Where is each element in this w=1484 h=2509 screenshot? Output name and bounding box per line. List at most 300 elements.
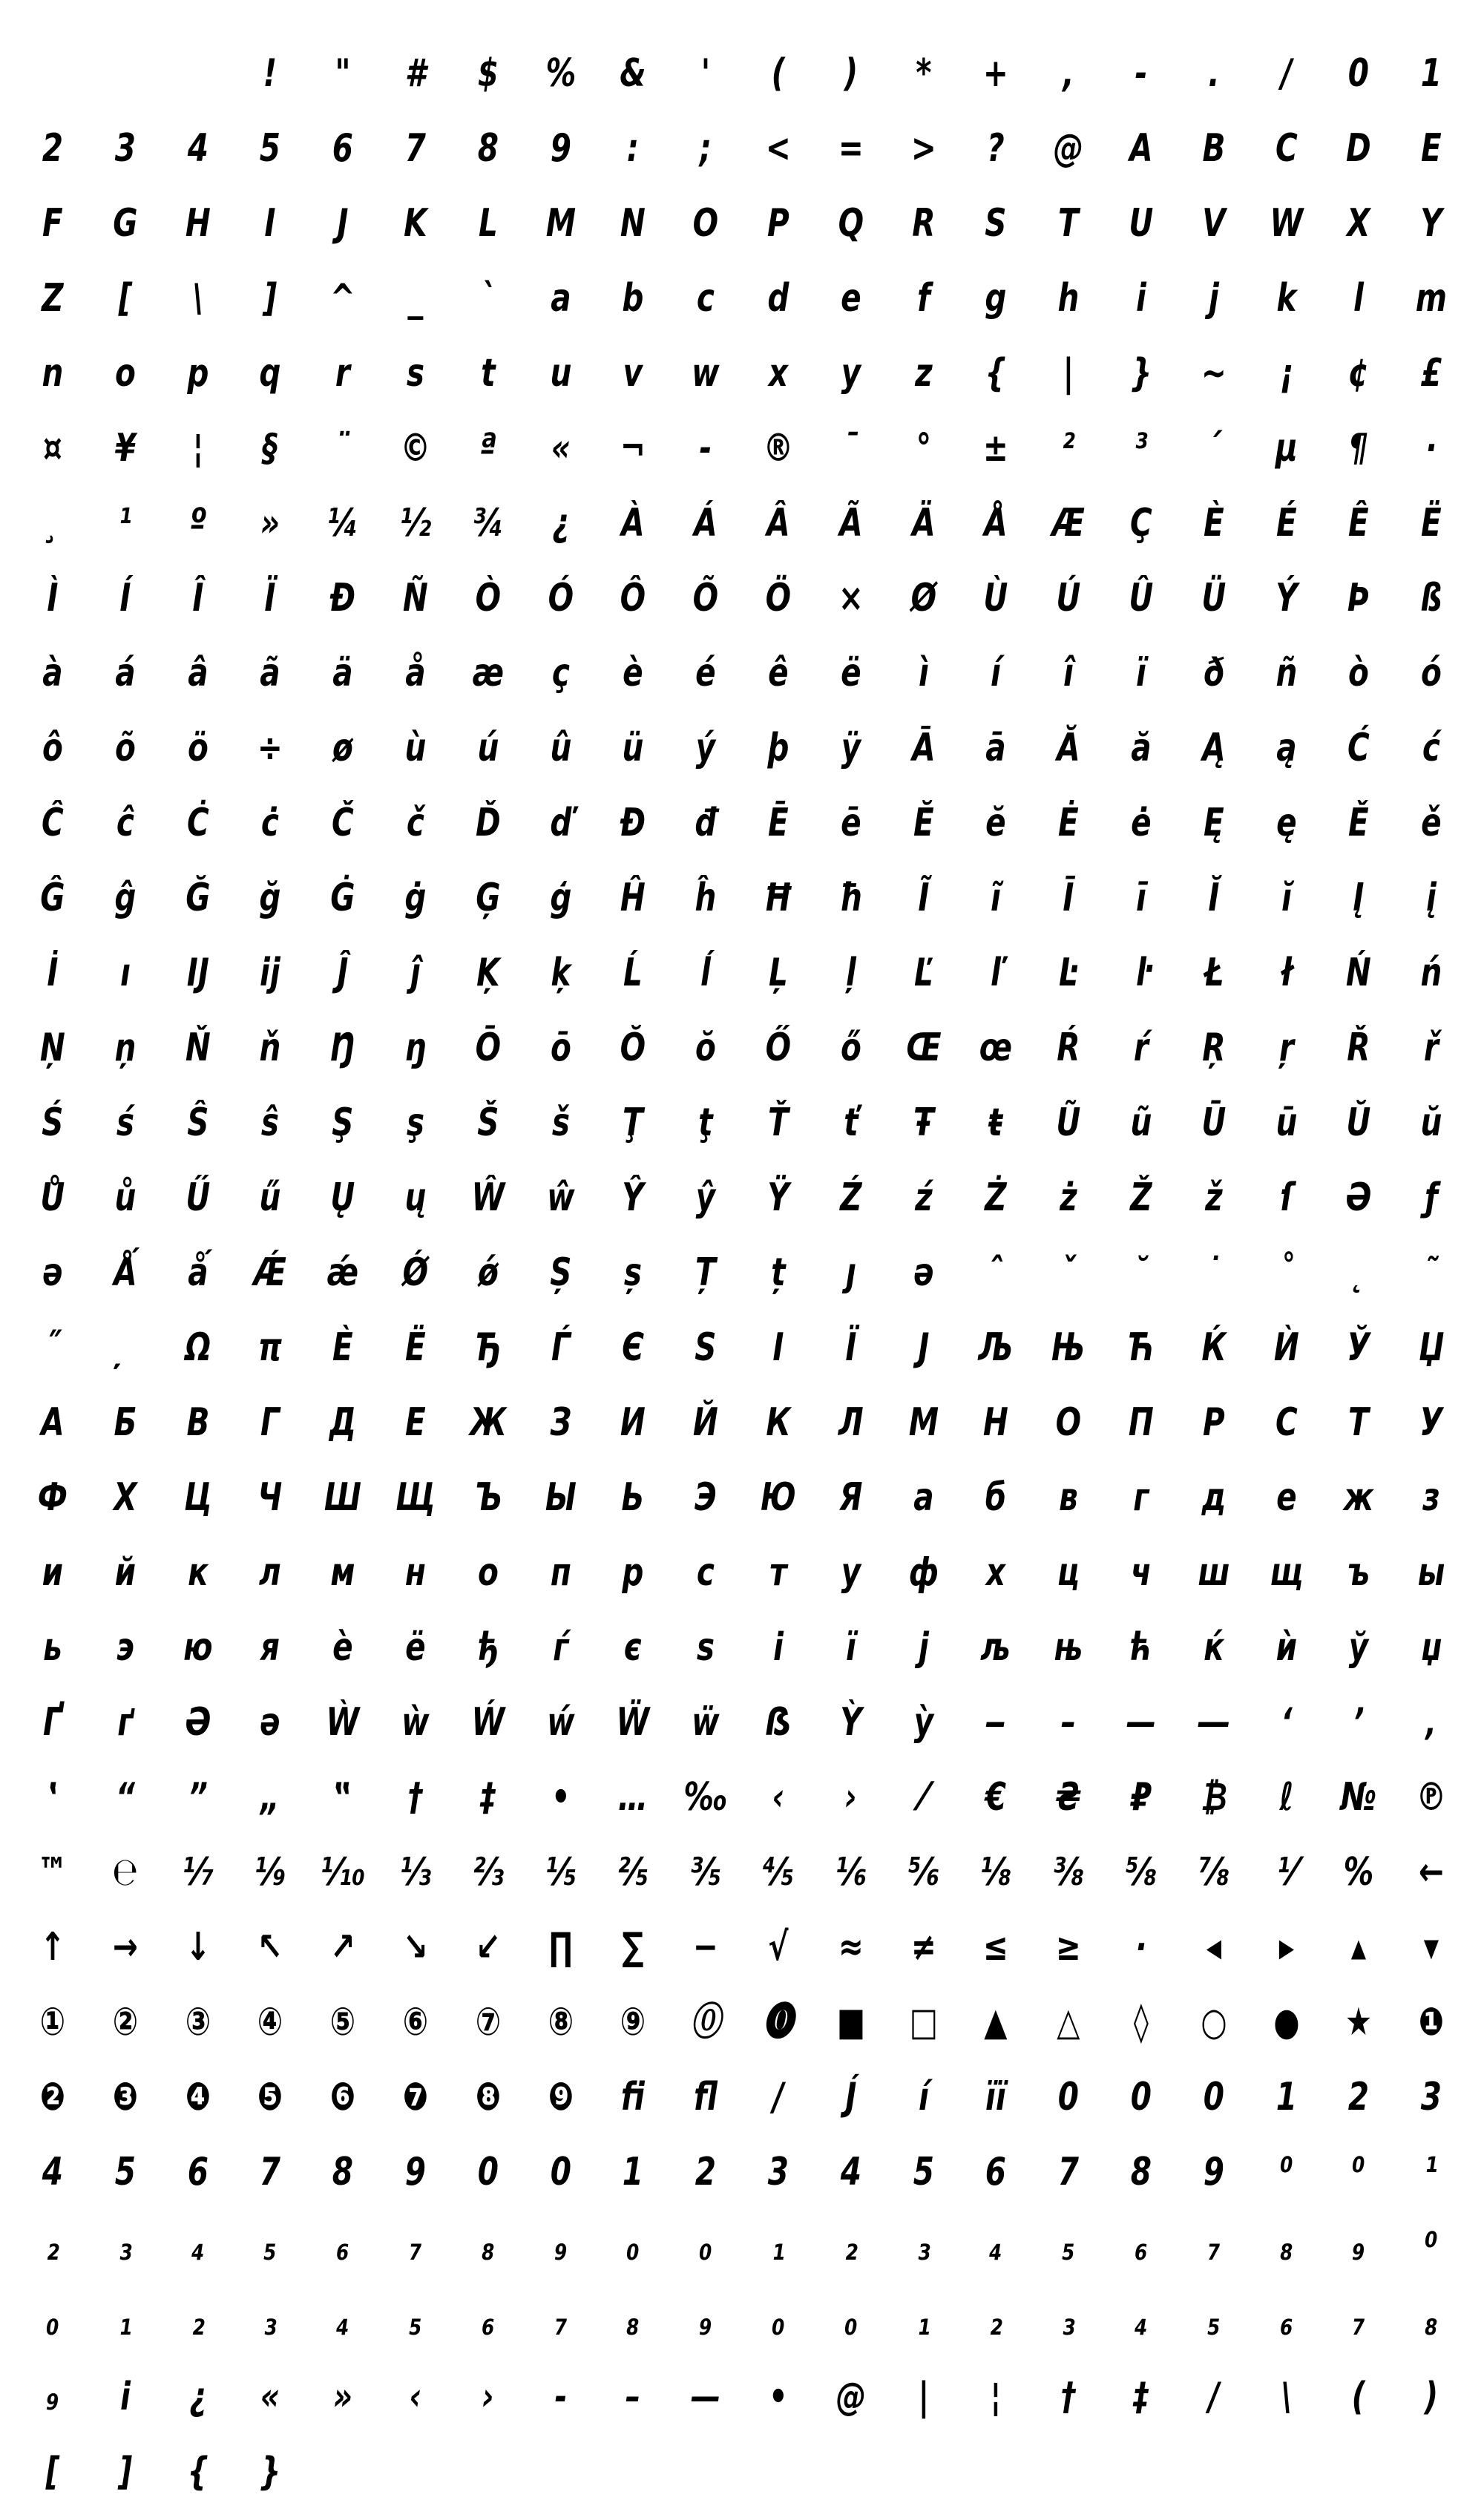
glyph-cell: Č [332,800,354,845]
glyph-row [0,1685,1468,1759]
glyph-cell: ļ [845,950,856,995]
glyph-cell: ю [183,1624,213,1670]
glyph-cell: Ş [332,1100,354,1145]
glyph-cell: ¿ [551,500,570,545]
glyph-cell: ő [840,1025,861,1070]
glyph-cell: æ [472,650,504,695]
glyph-cell: 4 [187,125,209,171]
glyph-cell: ē [840,800,861,845]
glyph-cell: Ċ [186,800,209,845]
glyph-cell: П [1128,1400,1154,1445]
glyph-row [0,1010,1468,1085]
glyph-cell: Ŭ [1346,1100,1371,1145]
glyph-cell: ů [114,1175,137,1220]
glyph-cell: Į [1353,875,1365,920]
glyph-cell: ’ [1353,1699,1365,1745]
glyph-cell: û [550,725,571,770]
glyph-cell: 5 [913,2149,934,2194]
glyph-cell: ð [1203,650,1224,695]
glyph-cell: Y [1420,200,1442,246]
glyph-cell: ⁰ [1279,2149,1293,2194]
glyph-cell: † [1060,2374,1077,2419]
glyph-cell: Ф [37,1475,68,1520]
glyph-cell: å [405,650,426,695]
glyph-cell: ] [118,2449,132,2494]
glyph-cell: ą [1275,725,1297,770]
glyph-cell: ₀ [772,2299,785,2344]
glyph-cell: Ä [911,500,936,545]
glyph-row [0,260,1468,335]
glyph-cell: ú [477,725,499,770]
glyph-cell: ə [42,1250,63,1295]
glyph-cell: ñ [1275,650,1297,695]
glyph-cell: ž [1204,1175,1223,1220]
glyph-cell: A [1129,125,1153,171]
glyph-cell: ü [622,725,644,770]
glyph-cell: Ŀ [1059,950,1079,995]
glyph-cell: µ [1275,425,1298,470]
glyph-cell: ≤ [983,1924,1009,1970]
glyph-cell: ― [1198,1699,1229,1745]
glyph-cell: ə [913,1250,934,1295]
glyph-cell: ř [1424,1025,1439,1070]
glyph-cell: į [1426,875,1437,920]
glyph-cell: ï [1135,650,1146,695]
glyph-cell: ” [188,1774,208,1820]
glyph-cell: ſ [1279,1175,1293,1220]
glyph-cell: & [620,50,646,96]
glyph-row [0,1610,1468,1685]
glyph-cell: L [478,200,498,246]
glyph-cell: У [1419,1400,1443,1445]
glyph-cell: № [1340,1774,1377,1820]
glyph-cell: đ [695,800,717,845]
glyph-cell: Õ [692,575,719,620]
glyph-cell: ë [840,650,861,695]
glyph-row [0,1834,1468,1909]
glyph-cell: / [1208,2374,1220,2419]
glyph-cell: ж [1344,1475,1374,1520]
glyph-cell: ○ [1200,1999,1227,2044]
glyph-cell: А [41,1400,65,1445]
glyph-cell: 8 [1130,2149,1152,2194]
glyph-cell: З [550,1400,571,1445]
glyph-cell: í [991,650,1002,695]
glyph-cell: ₴ [1055,1774,1082,1820]
glyph-cell: ₇ [409,2224,422,2269]
glyph-cell: ₆ [1135,2224,1148,2269]
glyph-cell: к [187,1549,209,1595]
glyph-cell: И [620,1400,646,1445]
glyph-cell: Î [191,575,204,620]
glyph-cell: ū [1275,1100,1297,1145]
glyph-cell: Â [766,500,790,545]
glyph-cell: Ђ [474,1325,502,1370]
glyph-cell: ‰ [683,1774,728,1820]
glyph-cell: ← [1419,1849,1445,1895]
glyph-cell: ( [771,50,786,96]
glyph-cell: л [259,1549,282,1595]
glyph-cell: 6 [187,2149,209,2194]
glyph-cell: 0 [1057,2074,1080,2119]
glyph-cell: ⅞ [1198,1849,1229,1895]
glyph-cell: Ĺ [623,950,643,995]
glyph-cell: Х [114,1475,137,1520]
glyph-cell: ì [918,650,929,695]
glyph-cell: ý [695,725,716,770]
glyph-cell: Ъ [473,1475,502,1520]
glyph-cell: [ [118,275,132,321]
glyph-cell: ⅟ [1277,1849,1296,1895]
glyph-cell: { [985,350,1007,396]
glyph-cell: ¿ [188,2374,207,2419]
glyph-cell: ˚ [1278,1250,1294,1295]
glyph-cell: ẁ [401,1699,430,1745]
glyph-cell: ⅑ [255,1849,286,1895]
glyph-cell: г [1133,1475,1149,1520]
glyph-cell: ₅ [1206,2299,1221,2344]
glyph-cell: ² [1062,425,1075,470]
glyph-cell: Ī [1063,875,1074,920]
glyph-cell: ; [699,125,712,171]
glyph-cell: Ö [765,575,792,620]
glyph-cell: 2 [695,2149,717,2194]
glyph-cell: ê [768,650,789,695]
glyph-cell: ‛ [47,1774,59,1820]
glyph-cell: о [477,1549,499,1595]
glyph-cell: j [1208,275,1219,321]
glyph-cell: Ń [1346,950,1372,995]
glyph-cell: 9 [550,125,571,171]
glyph-cell: ´ [1206,425,1221,470]
glyph-cell: ⓪ [690,1999,721,2044]
glyph-cell: Ј [917,1325,930,1370]
glyph-cell: ł [1280,950,1293,995]
glyph-cell: \ [1281,2374,1292,2419]
glyph-cell: ₿ [1200,1774,1227,1820]
glyph-cell: Ł [1204,950,1224,995]
glyph-cell: ¡ [1279,350,1293,396]
glyph-cell: ¹ [1425,2149,1438,2194]
glyph-cell: С [1275,1400,1298,1445]
glyph-specimen-sheet [0,36,1484,2494]
glyph-cell: Ũ [1056,1100,1081,1145]
glyph-cell: S [985,200,1007,246]
glyph-cell: ņ [114,1025,137,1070]
glyph-cell: } [259,2449,281,2494]
glyph-cell: 9 [1203,2149,1224,2194]
glyph-cell: Ì [47,575,59,620]
glyph-cell: ⑨ [620,1999,646,2044]
glyph-cell: ò [1348,650,1370,695]
glyph-row [0,2284,1468,2359]
glyph-cell: ₉ [1352,2224,1366,2269]
glyph-cell: Ē [768,800,789,845]
glyph-cell: 3 [1420,2074,1442,2119]
glyph-cell: ® [763,425,794,470]
glyph-cell: ₆ [1279,2299,1293,2344]
glyph-cell: ĕ [985,800,1007,845]
glyph-cell: ° [916,425,931,470]
glyph-cell: 8 [332,2149,354,2194]
glyph-cell: ₄ [1135,2299,1148,2344]
glyph-cell: Ź [839,1175,862,1220]
glyph-cell: ģ [549,875,572,920]
glyph-cell: ₃ [263,2299,278,2344]
glyph-cell: » [332,2374,353,2419]
glyph-cell: Ĳ [186,950,209,995]
glyph-cell: ★ [1345,1999,1373,2044]
glyph-cell: s [406,350,424,396]
glyph-cell: 7 [404,125,427,171]
glyph-cell: ↙ [475,1924,501,1970]
glyph-cell: – [626,2374,641,2419]
glyph-cell: Ț [695,1250,716,1295]
empty-cell [24,36,81,111]
glyph-row [0,1310,1468,1385]
glyph-cell: ť [844,1100,858,1145]
glyph-cell: f [916,275,930,321]
glyph-cell: H [185,200,211,246]
glyph-cell: Ǿ [402,1250,429,1295]
glyph-cell: ŝ [261,1100,280,1145]
glyph-cell: ▴ [1351,1924,1367,1970]
glyph-cell: ⅜ [1053,1849,1085,1895]
glyph-cell: / [1281,50,1292,96]
glyph-cell: Ǽ [254,1250,287,1295]
glyph-cell: ÿ [841,725,861,770]
glyph-cell: o [114,350,136,396]
glyph-cell: K [404,200,427,246]
glyph-cell: Ő [765,1025,792,1070]
glyph-cell: ₉ [554,2224,568,2269]
glyph-cell: ö [187,725,209,770]
glyph-cell: ™ [37,1849,68,1895]
glyph-cell: ŵ [546,1175,575,1220]
glyph-cell: ‒ [985,1699,1007,1745]
glyph-cell: ₀ [699,2224,712,2269]
glyph-cell: Ą [1201,725,1226,770]
glyph-cell: Ĵ [337,950,349,995]
glyph-row [0,785,1468,860]
glyph-cell: Ð [329,575,356,620]
glyph-cell: ѝ [1275,1624,1297,1670]
glyph-cell: ě [1421,800,1442,845]
glyph-cell: G [113,200,138,246]
glyph-cell: Ž [1130,1175,1152,1220]
glyph-cell: ğ [259,875,281,920]
glyph-cell: W [1270,200,1303,246]
glyph-cell: q [259,350,281,396]
glyph-cell: В [186,1400,209,1445]
glyph-cell: , [1063,50,1074,96]
glyph-cell: ₆ [336,2224,349,2269]
glyph-cell: ė [1131,800,1152,845]
glyph-cell: ⑥ [402,1999,429,2044]
glyph-cell: » [260,500,280,545]
glyph-cell: „ [260,1774,280,1820]
glyph-cell: м [330,1549,355,1595]
glyph-cell: ⁰ [1425,2224,1438,2269]
glyph-cell: ② [112,1999,138,2044]
glyph-cell: Ї [845,1325,857,1370]
glyph-row [0,710,1468,785]
glyph-cell: U [1129,200,1154,246]
glyph-row [0,560,1468,635]
glyph-cell: Í [119,575,131,620]
glyph-cell: ű [259,1175,281,1220]
glyph-cell: Ѓ [551,1325,571,1370]
glyph-cell: ❼ [402,2074,429,2119]
glyph-cell: Ж [469,1400,507,1445]
glyph-cell: ⅐ [182,1849,214,1895]
glyph-cell: ^ [330,275,356,321]
glyph-row [0,36,1468,111]
glyph-cell: C [1275,125,1298,171]
glyph-cell: ‘ [1280,1699,1293,1745]
glyph-cell: ] [263,275,278,321]
glyph-cell: Ĥ [620,875,646,920]
glyph-cell: → [112,1924,138,1970]
glyph-cell: · [1135,1924,1147,1970]
glyph-cell: ї [845,1624,856,1670]
glyph-row [0,485,1468,560]
glyph-cell: ђ [477,1624,499,1670]
glyph-cell: ↗ [330,1924,356,1970]
glyph-cell: Đ [620,800,646,845]
glyph-cell: ż [1060,1175,1077,1220]
glyph-cell: 4 [840,2149,861,2194]
glyph-cell: © [400,425,431,470]
glyph-cell: X [1347,200,1370,246]
glyph-cell: Ÿ [767,1175,789,1220]
glyph-cell: ₇ [1206,2224,1221,2269]
glyph-cell: € [985,1774,1007,1820]
glyph-cell: Ø [910,575,936,620]
glyph-cell: P [767,200,789,246]
glyph-cell: ❸ [112,2074,138,2119]
glyph-cell: ŋ [404,1025,427,1070]
glyph-cell: ё [405,1624,426,1670]
glyph-cell: ` [480,275,496,321]
glyph-cell: ₄ [989,2224,1003,2269]
glyph-cell: ć [1422,725,1441,770]
glyph-cell: Ķ [476,950,500,995]
glyph-cell: ₈ [626,2299,640,2344]
glyph-row [0,2209,1468,2284]
glyph-cell: ¨ [335,425,351,470]
glyph-cell: ▸ [1278,1924,1294,1970]
glyph-cell: M [545,200,576,246]
glyph-cell: Q [838,200,864,246]
glyph-cell: ¤ [42,425,62,470]
glyph-cell: ґ [117,1699,134,1745]
glyph-cell: ġ [404,875,427,920]
glyph-cell: ₈ [1279,2224,1293,2269]
glyph-cell: ∏ [548,1924,573,1970]
glyph-cell: 5 [114,2149,136,2194]
glyph-cell: Ü [1201,575,1227,620]
glyph-cell: Ё [405,1325,426,1370]
glyph-cell: с [697,1549,715,1595]
glyph-cell: ₃ [118,2224,132,2269]
glyph-cell: ! [263,50,278,96]
glyph-cell: | [918,2374,929,2419]
glyph-cell: : [627,125,640,171]
glyph-cell: > [910,125,936,171]
glyph-cell: ₽ [1130,1774,1152,1820]
glyph-cell: ș [624,1250,643,1295]
glyph-cell: I [264,200,276,246]
glyph-cell: Љ [978,1325,1014,1370]
glyph-cell: ѐ [332,1624,353,1670]
glyph-cell: ź [914,1175,933,1220]
glyph-row [0,1759,1468,1834]
glyph-cell: М [908,1400,939,1445]
glyph-cell: ● [1273,1999,1300,2044]
glyph-cell: ă [1131,725,1152,770]
glyph-cell: ⅙ [835,1849,867,1895]
glyph-cell: ǻ [187,1250,209,1295]
glyph-cell: B [1202,125,1226,171]
glyph-cell: ț [771,1250,786,1295]
glyph-cell: ˘ [1133,1250,1149,1295]
glyph-cell: ) [844,50,858,96]
glyph-row [0,1160,1468,1235]
glyph-cell: ⑤ [329,1999,356,2044]
glyph-cell: ‡ [1133,2374,1149,2419]
glyph-cell: 9 [404,2149,427,2194]
glyph-cell: Ê [1348,500,1370,545]
glyph-cell: н [404,1549,426,1595]
glyph-cell: О [1055,1400,1082,1445]
glyph-cell: ④ [257,1999,283,2044]
glyph-cell: ĩ [991,875,1002,920]
glyph-cell: ₇ [554,2299,568,2344]
glyph-cell: ę [1275,800,1297,845]
glyph-cell: ħ [838,875,863,920]
glyph-cell: ĵ [410,950,421,995]
glyph-cell: ⁰ [1352,2149,1366,2194]
glyph-cell: Ô [620,575,646,620]
glyph-cell: “ [115,1774,135,1820]
glyph-cell: І [772,1325,784,1370]
glyph-cell: ъ [1347,1549,1370,1595]
glyph-cell: • [551,1774,571,1820]
glyph-cell: Ќ [1201,1325,1227,1370]
glyph-cell: « [260,2374,280,2419]
glyph-cell: ¾ [472,500,504,545]
glyph-cell: › [844,1774,858,1820]
glyph-cell: º [189,500,206,545]
glyph-cell: ³ [1135,425,1148,470]
glyph-cell: Ю [761,1475,796,1520]
glyph-cell: u [550,350,571,396]
glyph-cell: 6 [985,2149,1007,2194]
glyph-cell: я [260,1624,280,1670]
glyph-cell: J [337,200,349,246]
glyph-cell: c [697,275,715,321]
glyph-cell: Ň [185,1025,211,1070]
glyph-cell: ĝ [114,875,137,920]
glyph-cell: 0 [1130,2074,1152,2119]
glyph-cell: ‡ [480,1774,496,1820]
glyph-cell: Г [260,1400,280,1445]
glyph-cell: ≠ [910,1924,936,1970]
glyph-cell: Ч [257,1475,283,1520]
glyph-cell: ⅖ [617,1849,649,1895]
glyph-cell: ₀ [844,2299,858,2344]
